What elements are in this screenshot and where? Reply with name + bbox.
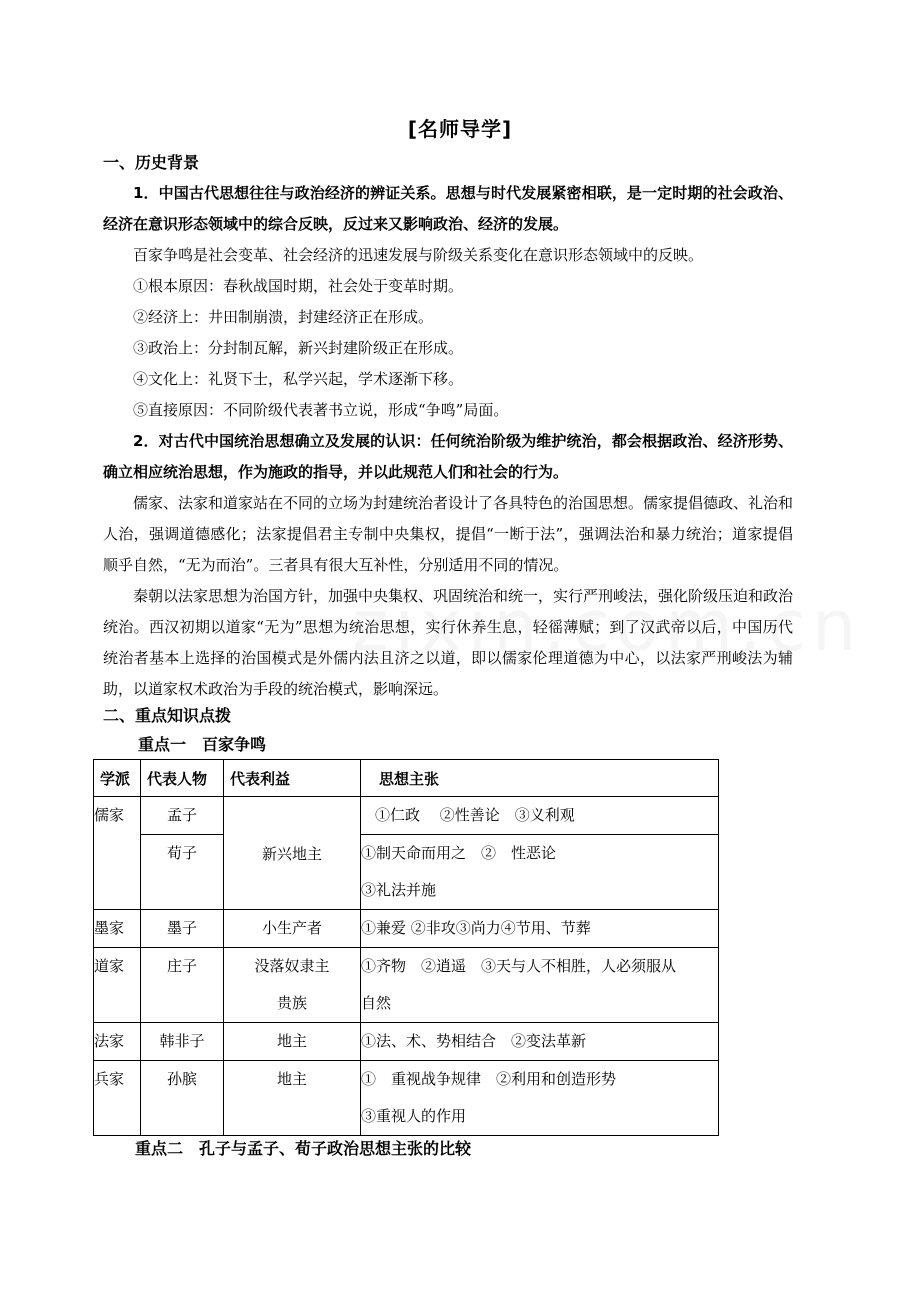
cell-interest: 小生产者 (224, 910, 361, 948)
header-ideas: 思想主张 (361, 760, 719, 797)
cell-ideas: ①法、术、势相结合 ②变法革新 (361, 1023, 719, 1061)
paragraph-hundred-schools: 百家争鸣是社会变革、社会经济的迅速发展与阶级关系变化在意识形态领域中的反映。 (133, 246, 704, 264)
key-point-one-title: 重点一 百家争鸣 (138, 735, 267, 754)
cell-school: 墨家 (94, 910, 141, 948)
table-row (94, 1061, 719, 1136)
ideas-line: ①齐物 ②逍遥 ③天与人不相胜，人必须服从 (361, 957, 677, 975)
header-interest: 代表利益 (224, 760, 361, 797)
list-item-direct-cause: ⑤直接原因：不同阶级代表著书立说，形成“争鸣”局面。 (133, 401, 509, 419)
cell-ideas (361, 948, 719, 1023)
cell-ideas (361, 1061, 719, 1136)
ideas-line: ① 重视战争规律 ②利用和创造形势 (361, 1070, 617, 1088)
paragraph-three-schools: 儒家、法家和道家站在不同的立场为封建统治者设计了各具特色的治国思想。儒家提倡德政、礼治和人治，强调道德感化；法家提倡君主专制中央集权，提倡“一断于法”，强调法治和暴力统治；道家提倡顺乎自然，“无为而治”。三者具有很大互补性，分别适用不同的情况。 (103, 494, 794, 574)
table-row (94, 835, 719, 910)
interest-line: 没落奴隶主 (254, 957, 330, 975)
cell-interest-confucian: 新兴地主 (224, 797, 361, 910)
cell-school-confucian: 儒家 (94, 797, 141, 910)
schools-table (93, 759, 719, 1136)
list-item-politics: ③政治上：分封制瓦解，新兴封建阶级正在形成。 (133, 339, 464, 357)
list-item-root-cause: ①根本原因：春秋战国时期，社会处于变革时期。 (133, 277, 464, 295)
table-header-row (94, 760, 719, 797)
table-row (94, 948, 719, 1023)
ideas-line: 自然 (361, 994, 392, 1012)
cell-interest: 地主 (224, 1023, 361, 1061)
watermark (352, 585, 862, 667)
cell-school: 道家 (94, 948, 141, 1023)
paragraph-ruling-thought: 2．对古代中国统治思想确立及发展的认识：任何统治阶级为维护统治，都会根据政治、经济形势、确立相应统治思想，作为施政的指导，并以此规范人们和社会的行为。 (103, 432, 793, 481)
paragraph-thought-politics: 1．中国古代思想往往与政治经济的辨证关系。思想与时代发展紧密相联，是一定时期的社会政治、经济在意识形态领域中的综合反映，反过来又影响政治、经济的发展。 (103, 184, 793, 233)
table-row (94, 797, 719, 835)
cell-person: 荀子 (141, 835, 224, 910)
cell-person: 孙膑 (141, 1061, 224, 1136)
ideas-line: ③礼法并施 (361, 881, 437, 899)
cell-school: 法家 (94, 1023, 141, 1061)
cell-ideas: ①兼爱 ②非攻③尚力④节用、节葬 (361, 910, 719, 948)
interest-line: 贵族 (276, 994, 307, 1012)
section-heading-key-points: 二、重点知识点拨 (103, 706, 232, 725)
header-person: 代表人物 (141, 760, 224, 797)
section-heading-history: 一、历史背景 (103, 153, 200, 172)
cell-person: 孟子 (141, 797, 224, 835)
table-row (94, 1023, 719, 1061)
ideas-line: ③重视人的作用 (361, 1107, 467, 1125)
cell-person: 庄子 (141, 948, 224, 1023)
cell-person: 墨子 (141, 910, 224, 948)
cell-interest (224, 948, 361, 1023)
table-row (94, 910, 719, 948)
list-item-economy: ②经济上：井田制崩溃，封建经济正在形成。 (133, 308, 434, 326)
cell-ideas: ①仁政 ②性善论 ③义利观 (361, 797, 719, 835)
paragraph-qin-han: 秦朝以法家思想为治国方针，加强中央集权、巩固统治和统一，实行严刑峻法，强化阶级压迫和政治统治。西汉初期以道家“无为”思想为统治思想，实行休养生息，轻徭薄赋；到了汉武帝以后，中国历代统治者基本上选择的治国模式是外儒内法且济之以道，即以儒家伦理道德为中心，以法家严刑峻法为辅助，以道家权术政治为手段的统治模式，影响深远。 (103, 587, 794, 698)
cell-person: 韩非子 (141, 1023, 224, 1061)
list-item-culture: ④文化上：礼贤下士，私学兴起，学术逐渐下移。 (133, 370, 464, 388)
ideas-line: ①制天命而用之 ② 性恶论 (361, 844, 557, 862)
cell-ideas (361, 835, 719, 910)
key-point-two-title: 重点二 孔子与孟子、荀子政治思想主张的比较 (135, 1139, 472, 1158)
page-title: [名师导学] (407, 117, 513, 141)
cell-interest: 地主 (224, 1061, 361, 1136)
cell-school: 兵家 (94, 1061, 141, 1136)
header-school: 学派 (94, 760, 141, 797)
